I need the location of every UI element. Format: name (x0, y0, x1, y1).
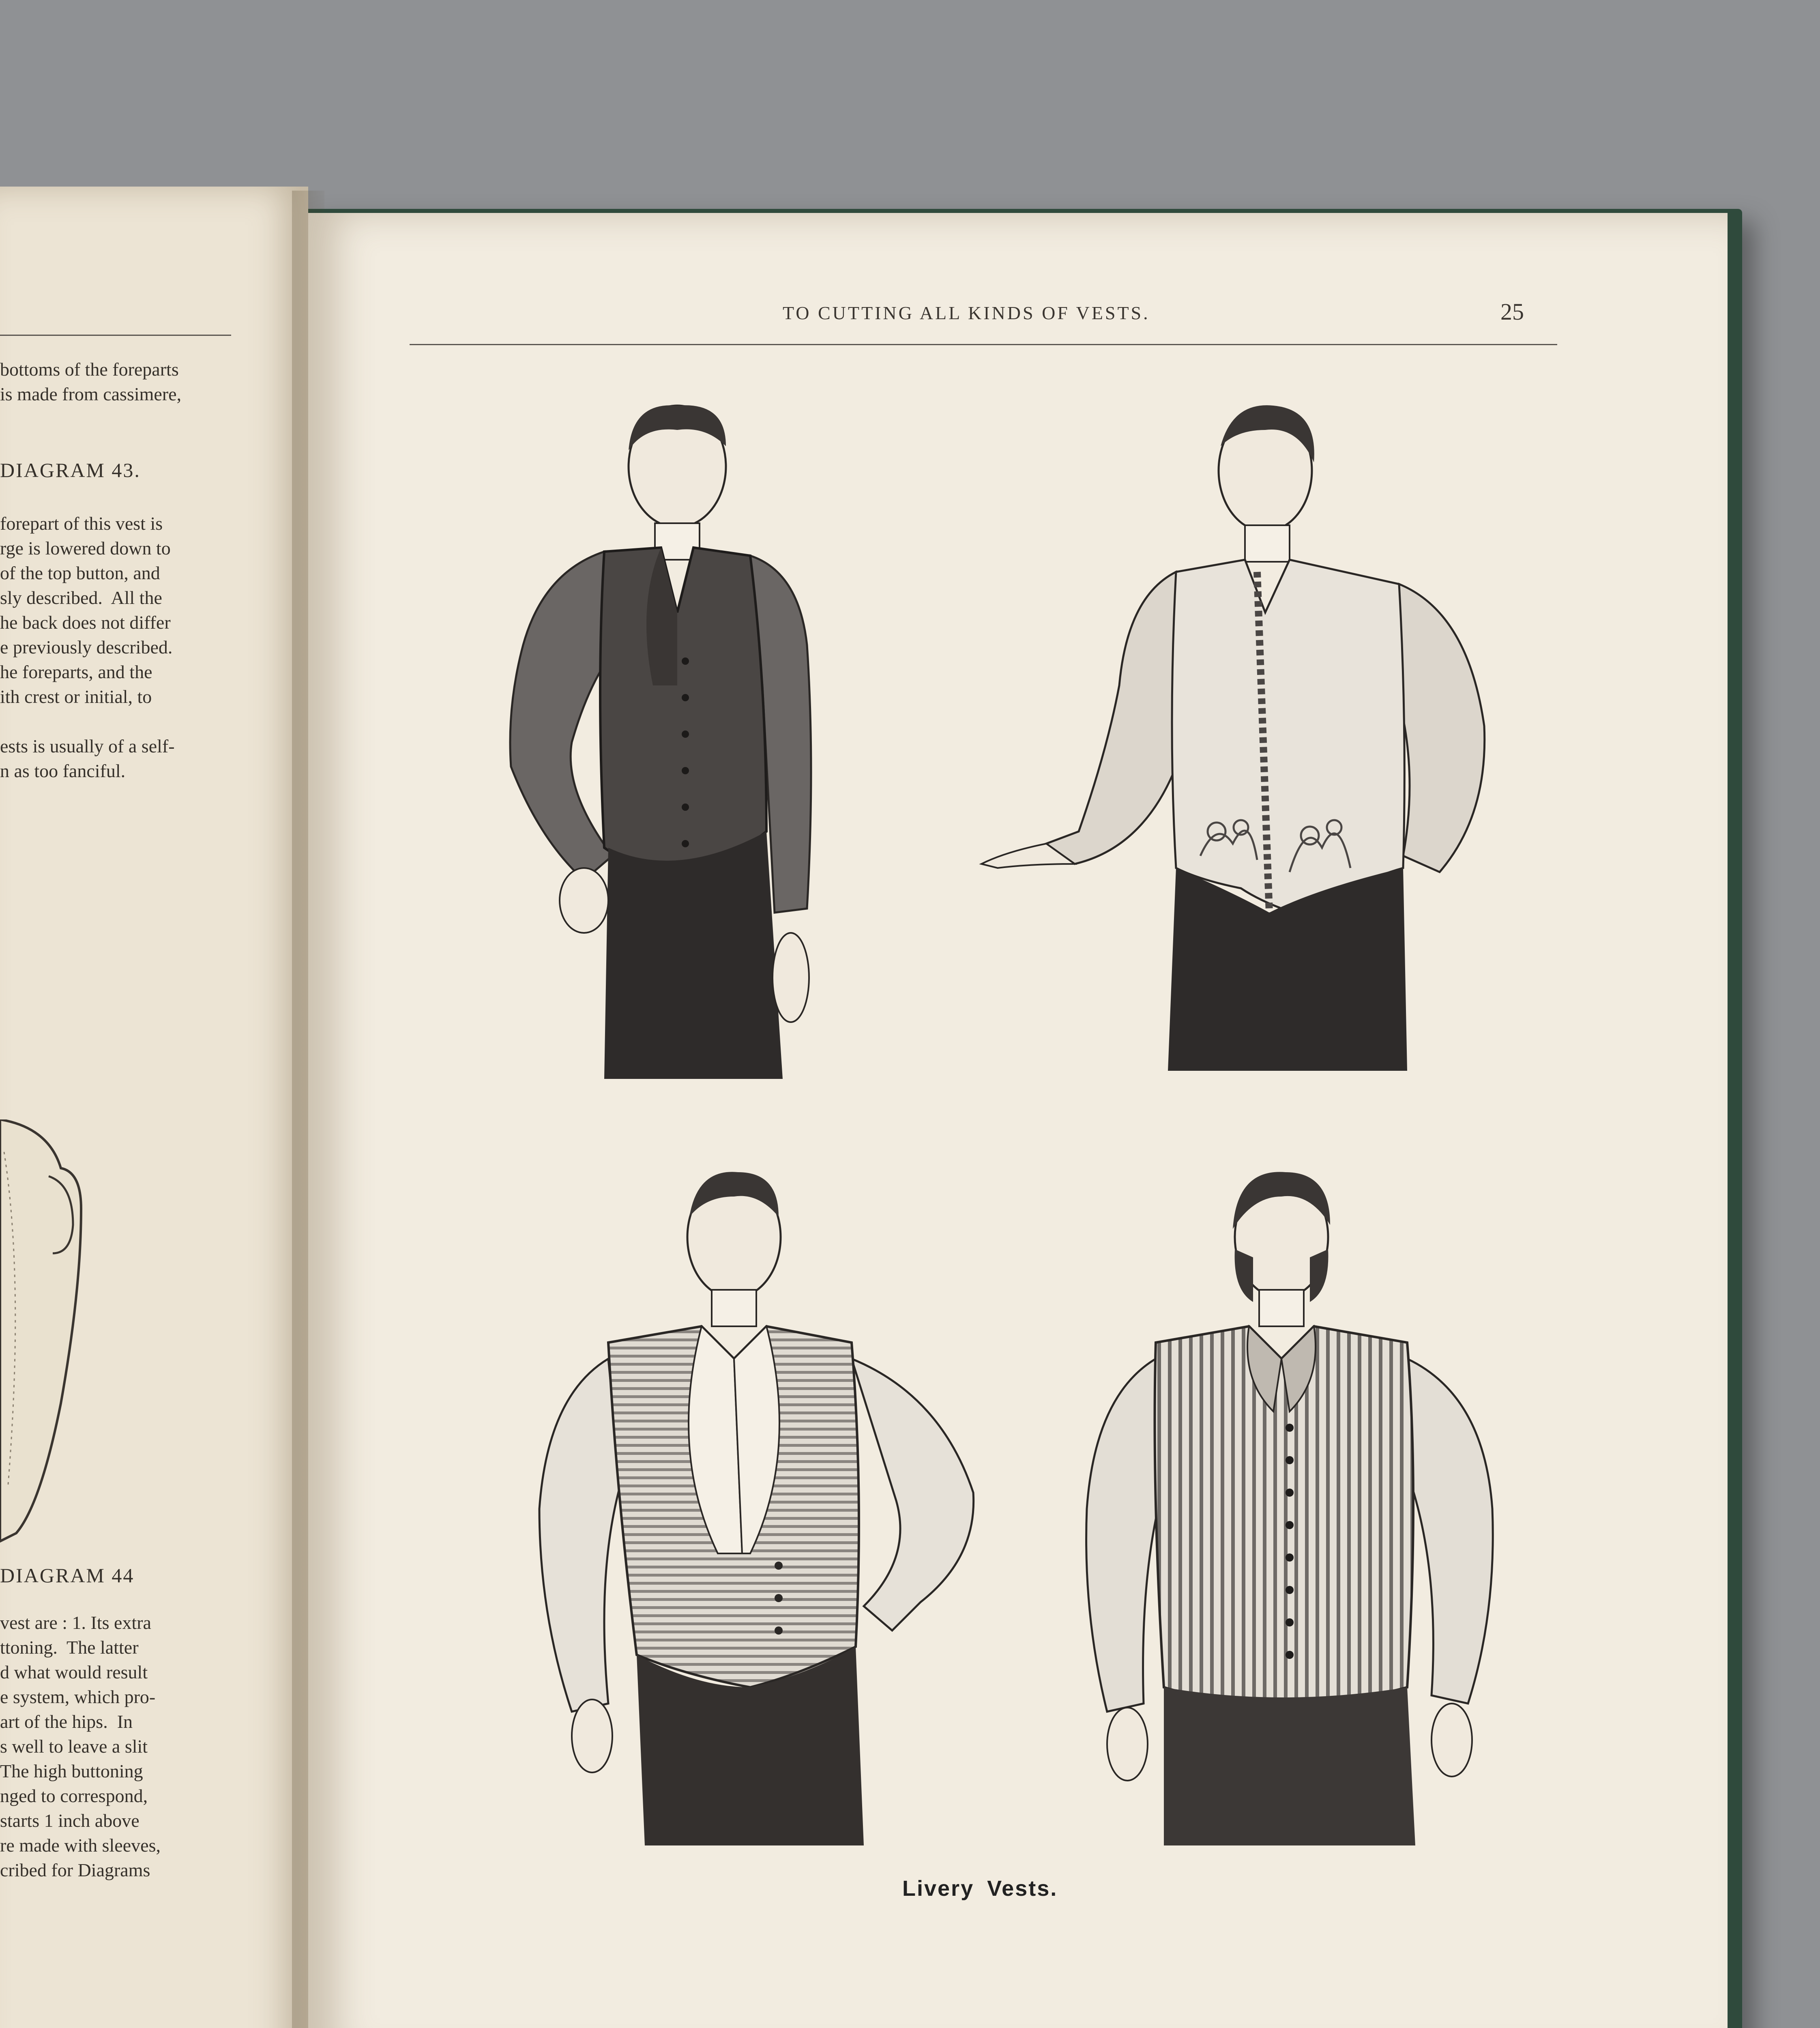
left-text-bottom-line: art of the hips. In (0, 1711, 133, 1732)
left-text-mid-line: ests is usually of a self- (0, 736, 175, 756)
right-sleeve (1395, 584, 1485, 872)
left-sleeve (539, 1359, 620, 1712)
right-sleeve (1407, 1359, 1493, 1704)
figure-horizontal-striped-vest (515, 1168, 994, 1850)
vest-body (1172, 560, 1404, 917)
left-text-mid-line: he foreparts, and the (0, 662, 152, 682)
left-text-bottom-line: vest are : 1. Its extra (0, 1612, 151, 1633)
figure-dark-vest (442, 402, 896, 1083)
left-sleeve (510, 552, 612, 880)
left-text-mid-line: sly described. All the (0, 587, 162, 608)
header-rule (410, 344, 1557, 345)
left-text-bottom-line: re made with sleeves, (0, 1835, 161, 1856)
right-sleeve (852, 1359, 974, 1631)
left-text-mid-line: he back does not differ (0, 612, 171, 633)
left-text-mid-line: n as too fanciful. (0, 760, 126, 781)
left-page-text-top (0, 357, 181, 406)
left-text-bottom-line: The high buttoning (0, 1761, 143, 1781)
plate-caption: Livery Vests. (902, 1876, 1058, 1901)
left-text-mid-line: forepart of this vest is (0, 513, 163, 534)
vest-diagram-fragment (0, 1119, 89, 1545)
embroidered-vest-illustration (973, 402, 1541, 1075)
dark-vest-illustration (442, 402, 896, 1083)
trousers (604, 831, 783, 1079)
head (1219, 405, 1314, 562)
left-page-text-bottom (0, 1610, 161, 1882)
left-page-heading-44: DIAGRAM 44 (0, 1564, 135, 1587)
left-text-mid-line: rge is lowered down to (0, 538, 171, 559)
left-sleeve (1086, 1359, 1164, 1712)
left-text-mid-line: of the top button, and (0, 563, 160, 583)
figure-embroidered-vest (973, 402, 1541, 1075)
left-text-mid-line: ith crest or initial, to (0, 686, 152, 707)
vertical-striped-vest-illustration (1062, 1168, 1517, 1850)
left-header-rule (0, 335, 231, 336)
figure-vertical-striped-vest (1062, 1168, 1517, 1850)
left-text-bottom-line: e system, which pro- (0, 1686, 156, 1707)
vest-body (600, 548, 766, 876)
left-text-top-line: is made from cassimere, (0, 384, 182, 404)
horizontal-striped-vest-illustration (515, 1168, 994, 1850)
left-text-bottom-line: d what would result (0, 1662, 148, 1682)
trousers (1164, 1687, 1415, 1845)
head (1233, 1172, 1330, 1326)
left-text-bottom-line: cribed for Diagrams (0, 1860, 150, 1880)
left-page-text-mid (0, 511, 175, 783)
head (687, 1172, 781, 1326)
running-head: TO CUTTING ALL KINDS OF VESTS. (783, 303, 1150, 323)
left-text-mid-line (0, 709, 175, 734)
left-page (0, 187, 308, 2028)
left-text-bottom-line: s well to leave a slit (0, 1736, 148, 1757)
left-text-bottom-line: ttoning. The latter (0, 1637, 139, 1658)
left-text-bottom-line: nged to correspond, (0, 1785, 148, 1806)
left-page-heading-43: DIAGRAM 43. (0, 459, 141, 481)
left-text-bottom-line: starts 1 inch above (0, 1810, 140, 1831)
vest-body (1155, 1326, 1414, 1704)
head (629, 405, 726, 560)
page-number: 25 (1500, 299, 1524, 325)
left-sleeve (1046, 572, 1176, 864)
left-text-top-line: bottoms of the foreparts (0, 359, 179, 380)
left-text-mid-line: e previously described. (0, 637, 173, 657)
